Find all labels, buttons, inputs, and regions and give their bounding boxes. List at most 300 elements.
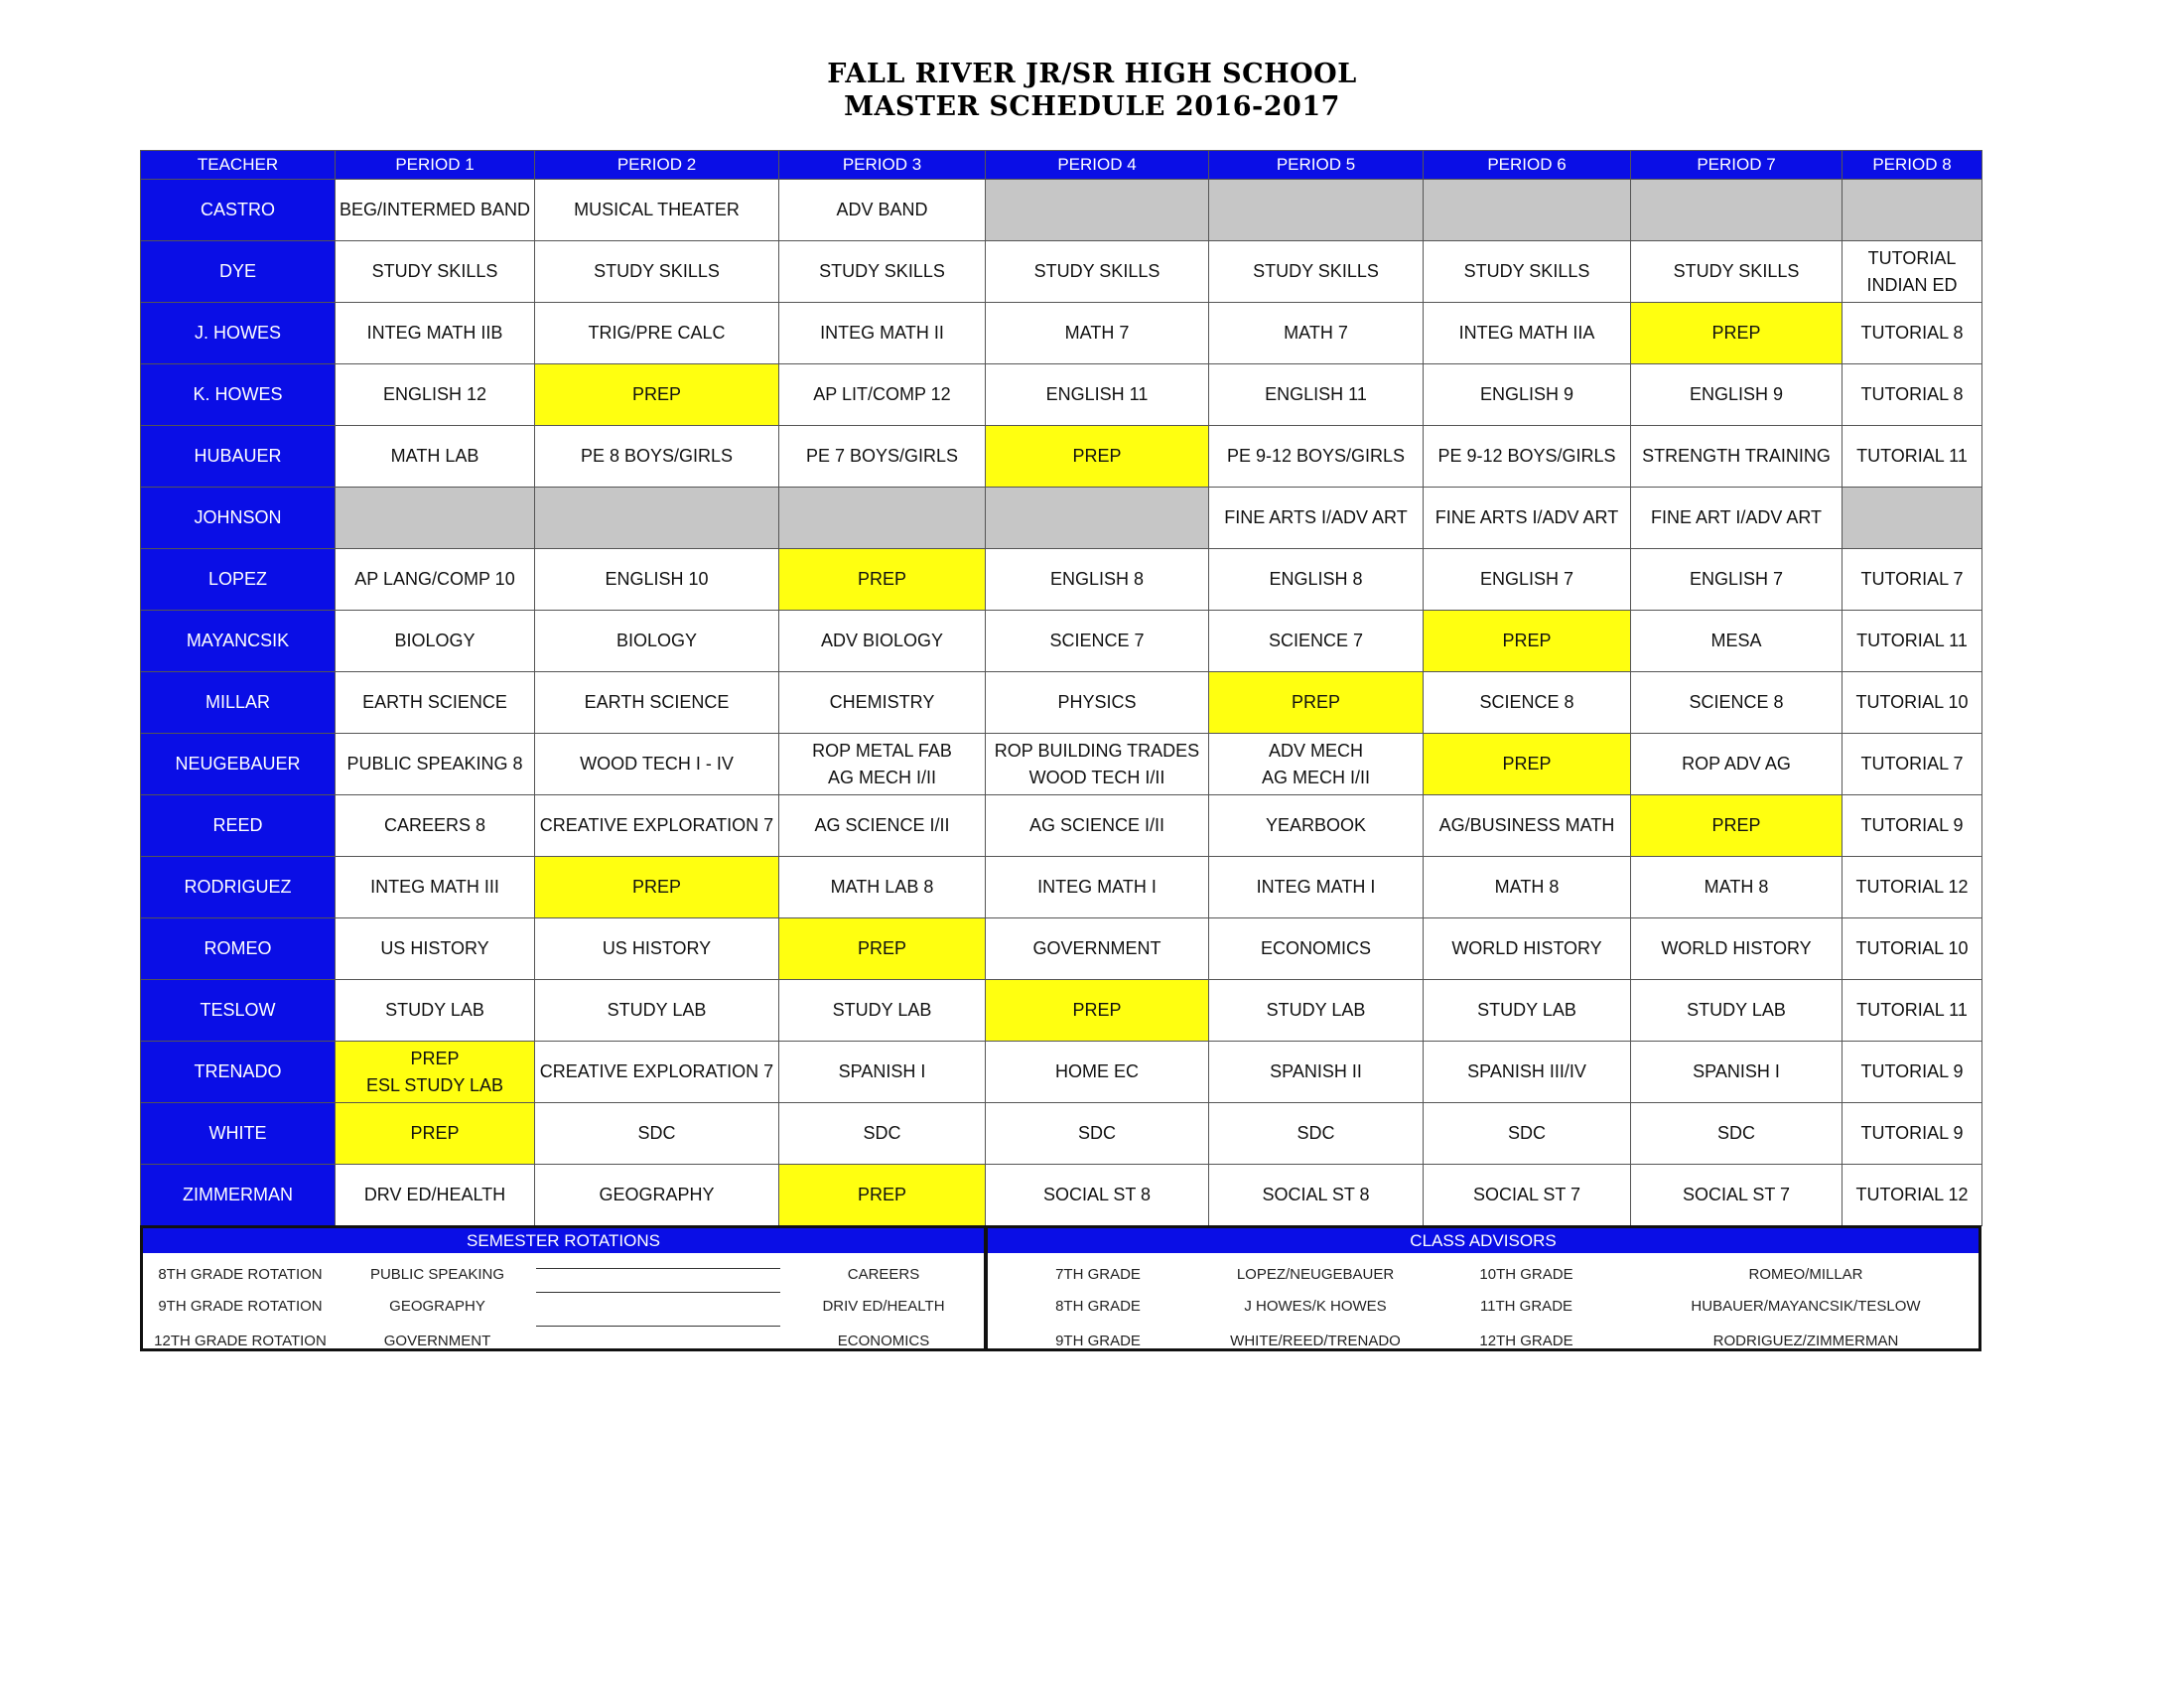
class-name: MATH LAB <box>390 446 479 466</box>
advisor-grade: 7TH GRADE <box>1055 1266 1141 1283</box>
class-name: STUDY LAB <box>832 1000 932 1020</box>
class-name: SDC <box>1507 1123 1546 1143</box>
class-name: PHYSICS <box>1057 692 1137 712</box>
period-cell <box>1631 918 1843 980</box>
class-name: WORLD HISTORY <box>1451 938 1602 958</box>
header-period-6: PERIOD 6 <box>1424 151 1631 180</box>
period-cell <box>336 918 535 980</box>
class-name: PE 9-12 BOYS/GIRLS <box>1437 446 1616 466</box>
table-row <box>141 426 1982 488</box>
period-cell <box>779 364 986 426</box>
teacher-name: DYE <box>141 241 336 303</box>
class-name: TUTORIAL 11 <box>1856 446 1968 466</box>
period-cell <box>779 426 986 488</box>
class-name: MUSICAL THEATER <box>574 200 740 219</box>
advisor-names: WHITE/REED/TRENADO <box>1230 1333 1401 1349</box>
period-cell <box>1424 857 1631 918</box>
period-cell <box>1424 611 1631 672</box>
period-cell <box>535 426 779 488</box>
class-name: SOCIAL ST 8 <box>1042 1185 1152 1204</box>
class-name: PE 8 BOYS/GIRLS <box>580 446 734 466</box>
class-name: TUTORIAL 7 <box>1860 754 1964 774</box>
class-name: ROP ADV AG <box>1682 754 1791 774</box>
period-cell <box>1424 1042 1631 1103</box>
teacher-name: CASTRO <box>141 180 336 241</box>
period-cell <box>535 241 779 303</box>
period-cell <box>779 611 986 672</box>
period-cell <box>779 857 986 918</box>
period-cell <box>1424 549 1631 611</box>
teacher-name: K. HOWES <box>141 364 336 426</box>
period-cell <box>1424 488 1631 549</box>
class-name: SOCIAL ST 7 <box>1472 1185 1581 1204</box>
period-cell <box>779 303 986 364</box>
class-name: INTEG MATH IIA <box>1458 323 1595 343</box>
class-name: CHEMISTRY <box>829 692 935 712</box>
table-row <box>141 672 1982 734</box>
period-cell <box>779 918 986 980</box>
class-name: STUDY SKILLS <box>1033 261 1160 281</box>
period-cell <box>1209 303 1424 364</box>
class-name: AG SCIENCE I/II <box>1028 815 1165 835</box>
period-cell <box>1843 611 1982 672</box>
period-cell <box>1209 241 1424 303</box>
header-period-3: PERIOD 3 <box>779 151 986 180</box>
class-name: CAREERS 8 <box>383 815 486 835</box>
period-cell <box>336 549 535 611</box>
period-cell <box>1209 1042 1424 1103</box>
rotation-first: GEOGRAPHY <box>389 1298 485 1315</box>
class-name: FINE ARTS I/ADV ART <box>1434 507 1619 527</box>
period-cell <box>986 857 1209 918</box>
teacher-name: TRENADO <box>141 1042 336 1103</box>
period-cell <box>336 857 535 918</box>
advisor-names: J HOWES/K HOWES <box>1244 1298 1387 1315</box>
period-cell <box>1209 549 1424 611</box>
header-period-1: PERIOD 1 <box>336 151 535 180</box>
class-name: ENGLISH 9 <box>1479 384 1574 404</box>
table-row <box>141 1165 1982 1226</box>
class-name: ADV BIOLOGY <box>820 631 944 650</box>
period-cell <box>1631 611 1843 672</box>
table-row <box>141 857 1982 918</box>
rotation-second: ECONOMICS <box>837 1333 930 1349</box>
class-name: PREP <box>631 877 682 897</box>
teacher-name: WHITE <box>141 1103 336 1165</box>
class-name: ENGLISH 12 <box>382 384 487 404</box>
class-name: ENGLISH 7 <box>1479 569 1574 589</box>
period-cell <box>986 549 1209 611</box>
period-cell <box>1424 426 1631 488</box>
period-cell <box>1424 303 1631 364</box>
period-cell <box>1631 364 1843 426</box>
period-cell <box>986 1103 1209 1165</box>
period-cell <box>1424 1103 1631 1165</box>
school-title: FALL RIVER JR/SR HIGH SCHOOL <box>827 59 1357 89</box>
class-name: STUDY LAB <box>607 1000 707 1020</box>
table-row <box>141 241 1982 303</box>
class-name: PREP <box>857 569 907 589</box>
period-cell <box>1631 241 1843 303</box>
period-cell <box>1209 734 1424 795</box>
header-teacher: TEACHER <box>141 151 336 180</box>
class-name: PREP <box>631 384 682 404</box>
period-cell <box>779 1103 986 1165</box>
period-cell <box>1631 488 1843 549</box>
period-cell <box>986 303 1209 364</box>
class-name: STUDY SKILLS <box>1673 261 1800 281</box>
table-row <box>141 488 1982 549</box>
class-name: BEG/INTERMED BAND <box>339 200 531 219</box>
period-cell <box>986 426 1209 488</box>
class-name: SPANISH III/IV <box>1467 1061 1586 1081</box>
period-cell <box>1843 980 1982 1042</box>
class-name: STUDY SKILLS <box>1253 261 1379 281</box>
class-name: DRV ED/HEALTH <box>363 1185 506 1204</box>
period-cell <box>1631 734 1843 795</box>
period-cell <box>535 1165 779 1226</box>
table-row <box>141 734 1982 795</box>
table-row <box>141 180 1982 241</box>
table-row <box>141 795 1982 857</box>
class-name: SCIENCE 8 <box>1689 692 1784 712</box>
period-cell <box>1209 488 1424 549</box>
period-cell <box>1843 857 1982 918</box>
class-name: PREP <box>857 1185 907 1204</box>
rotation-label: 8TH GRADE ROTATION <box>158 1266 323 1283</box>
rotation-label: 9TH GRADE ROTATION <box>158 1298 323 1315</box>
class-advisors-heading: CLASS ADVISORS <box>988 1228 1979 1253</box>
period-cell <box>1631 303 1843 364</box>
class-name: EARTH SCIENCE <box>584 692 730 712</box>
period-cell <box>336 611 535 672</box>
advisor-names: ROMEO/MILLAR <box>1748 1266 1863 1283</box>
class-name: SPANISH II <box>1270 1061 1362 1081</box>
period-cell <box>986 611 1209 672</box>
class-name: STUDY LAB <box>1477 1000 1576 1020</box>
period-cell <box>1631 980 1843 1042</box>
class-name: STUDY SKILLS <box>1463 261 1590 281</box>
class-name: ADV BAND <box>836 200 928 219</box>
class-name: PREP <box>410 1123 460 1143</box>
period-cell <box>1424 241 1631 303</box>
period-cell <box>1843 918 1982 980</box>
period-cell <box>779 672 986 734</box>
class-name: STUDY SKILLS <box>371 261 498 281</box>
period-cell <box>986 795 1209 857</box>
footer-section <box>140 1225 1981 1354</box>
period-cell <box>986 734 1209 795</box>
empty-period-cell <box>1843 180 1982 241</box>
period-cell <box>779 795 986 857</box>
class-name: MATH 8 <box>1494 877 1560 897</box>
empty-period-cell <box>779 488 986 549</box>
rotation-first: PUBLIC SPEAKING <box>369 1266 505 1283</box>
advisor-grade: 10TH GRADE <box>1479 1266 1573 1283</box>
teacher-name: LOPEZ <box>141 549 336 611</box>
advisor-names: RODRIGUEZ/ZIMMERMAN <box>1712 1333 1899 1349</box>
class-name: ECONOMICS <box>1260 938 1371 958</box>
class-name: TRIG/PRE CALC <box>588 323 726 343</box>
period-cell <box>535 980 779 1042</box>
period-cell <box>779 734 986 795</box>
class-name: ENGLISH 9 <box>1689 384 1784 404</box>
class-name: SDC <box>1716 1123 1755 1143</box>
period-cell <box>535 1103 779 1165</box>
period-cell <box>986 980 1209 1042</box>
empty-period-cell <box>986 180 1209 241</box>
class-name: AG SCIENCE I/II <box>814 815 950 835</box>
period-cell <box>1209 918 1424 980</box>
class-name: INTEG MATH IIB <box>366 323 503 343</box>
table-row <box>141 1042 1982 1103</box>
teacher-name: TESLOW <box>141 980 336 1042</box>
period-cell <box>336 241 535 303</box>
period-cell <box>1843 364 1982 426</box>
class-advisors-box <box>985 1225 1981 1351</box>
class-name: STUDY LAB <box>385 1000 484 1020</box>
table-row <box>141 364 1982 426</box>
period-cell <box>336 1165 535 1226</box>
period-cell <box>1631 795 1843 857</box>
class-name: AP LIT/COMP 12 <box>813 384 951 404</box>
class-name: TUTORIAL INDIAN ED <box>1866 247 1958 295</box>
class-name: YEARBOOK <box>1265 815 1367 835</box>
period-cell <box>779 180 986 241</box>
rotation-first: GOVERNMENT <box>383 1333 491 1349</box>
period-cell <box>1424 734 1631 795</box>
period-cell <box>535 549 779 611</box>
class-name: PREP <box>1502 754 1552 774</box>
class-name: TUTORIAL 9 <box>1860 1123 1964 1143</box>
class-name: TUTORIAL 12 <box>1855 877 1969 897</box>
class-name: SCIENCE 8 <box>1479 692 1574 712</box>
class-name: ENGLISH 8 <box>1269 569 1363 589</box>
period-cell <box>1843 734 1982 795</box>
class-name: PREP <box>1072 1000 1122 1020</box>
period-cell <box>535 672 779 734</box>
semester-rotations-box <box>140 1225 987 1351</box>
semester-rotations-heading: SEMESTER ROTATIONS <box>143 1228 984 1253</box>
class-name: US HISTORY <box>602 938 712 958</box>
class-name: TUTORIAL 9 <box>1860 1061 1964 1081</box>
class-name: PREP <box>1502 631 1552 650</box>
class-name: INTEG MATH II <box>820 323 944 343</box>
period-cell <box>1843 795 1982 857</box>
period-cell <box>1843 672 1982 734</box>
class-name: TUTORIAL 11 <box>1856 631 1968 650</box>
rotation-second: DRIV ED/HEALTH <box>822 1298 945 1315</box>
class-name: US HISTORY <box>380 938 489 958</box>
class-name: MATH 7 <box>1284 323 1348 343</box>
period-cell <box>336 180 535 241</box>
class-name: TUTORIAL 12 <box>1855 1185 1969 1204</box>
teacher-name: REED <box>141 795 336 857</box>
master-schedule-table <box>140 150 1982 1226</box>
period-cell <box>1631 1165 1843 1226</box>
class-name: PREP <box>1711 323 1761 343</box>
class-name: STUDY SKILLS <box>819 261 945 281</box>
period-cell <box>336 1042 535 1103</box>
class-name: PREP <box>1291 692 1341 712</box>
period-cell <box>1209 795 1424 857</box>
schedule-body <box>141 180 1982 1226</box>
class-name: TUTORIAL 11 <box>1856 1000 1968 1020</box>
period-cell <box>1209 1165 1424 1226</box>
class-name: MATH LAB 8 <box>830 877 934 897</box>
period-cell <box>1209 1103 1424 1165</box>
advisor-names: HUBAUER/MAYANCSIK/TESLOW <box>1691 1298 1921 1315</box>
class-name: GEOGRAPHY <box>599 1185 715 1204</box>
class-name: BIOLOGY <box>615 631 698 650</box>
class-name: SDC <box>637 1123 676 1143</box>
class-name: PUBLIC SPEAKING 8 <box>346 754 523 774</box>
period-cell <box>1209 611 1424 672</box>
period-cell <box>986 1042 1209 1103</box>
empty-period-cell <box>986 488 1209 549</box>
class-name: ENGLISH 11 <box>1045 384 1149 404</box>
period-cell <box>1843 241 1982 303</box>
rotation-second: CAREERS <box>847 1266 920 1283</box>
class-name: WORLD HISTORY <box>1661 938 1812 958</box>
period-cell <box>1843 549 1982 611</box>
class-name: STRENGTH TRAINING <box>1642 446 1831 466</box>
period-cell <box>535 1042 779 1103</box>
class-name: FINE ART I/ADV ART <box>1650 507 1823 527</box>
rotation-divider-line <box>536 1326 780 1327</box>
period-cell <box>1843 1103 1982 1165</box>
period-cell <box>779 549 986 611</box>
period-cell <box>336 364 535 426</box>
period-cell <box>1209 857 1424 918</box>
table-row <box>141 611 1982 672</box>
header-period-8: PERIOD 8 <box>1843 151 1982 180</box>
class-name: PE 7 BOYS/GIRLS <box>805 446 959 466</box>
class-name: SDC <box>1297 1123 1335 1143</box>
rotation-divider-line <box>536 1292 780 1293</box>
class-name: INTEG MATH III <box>370 877 499 897</box>
empty-period-cell <box>1424 180 1631 241</box>
header-period-4: PERIOD 4 <box>986 151 1209 180</box>
period-cell <box>1843 303 1982 364</box>
empty-period-cell <box>1843 488 1982 549</box>
period-cell <box>1424 795 1631 857</box>
period-cell <box>535 303 779 364</box>
period-cell <box>1424 672 1631 734</box>
class-name: INTEG MATH I <box>1256 877 1376 897</box>
class-name: TUTORIAL 9 <box>1860 815 1964 835</box>
period-cell <box>1631 426 1843 488</box>
class-name: ROP METAL FAB AG MECH I/II <box>812 740 952 787</box>
class-name: EARTH SCIENCE <box>362 692 507 712</box>
advisor-grade: 8TH GRADE <box>1055 1298 1141 1315</box>
period-cell <box>779 1042 986 1103</box>
class-name: WOOD TECH I - IV <box>580 754 734 774</box>
period-cell <box>779 1165 986 1226</box>
teacher-name: NEUGEBAUER <box>141 734 336 795</box>
class-name: HOME EC <box>1054 1061 1139 1081</box>
class-name: SPANISH I <box>1693 1061 1780 1081</box>
period-cell <box>336 303 535 364</box>
class-name: SOCIAL ST 8 <box>1262 1185 1370 1204</box>
class-name: CREATIVE EXPLORATION 7 <box>539 1061 774 1081</box>
rotation-divider-line <box>536 1268 780 1269</box>
period-cell <box>1209 426 1424 488</box>
period-cell <box>779 980 986 1042</box>
teacher-name: HUBAUER <box>141 426 336 488</box>
class-name: SDC <box>1077 1123 1116 1143</box>
table-row <box>141 918 1982 980</box>
class-name: STUDY SKILLS <box>594 261 720 281</box>
header-period-5: PERIOD 5 <box>1209 151 1424 180</box>
period-cell <box>1843 426 1982 488</box>
class-name: BIOLOGY <box>394 631 476 650</box>
class-name: MESA <box>1710 631 1762 650</box>
period-cell <box>986 364 1209 426</box>
table-row <box>141 303 1982 364</box>
class-name: TUTORIAL 10 <box>1855 938 1969 958</box>
class-name: SOCIAL ST 7 <box>1682 1185 1791 1204</box>
empty-period-cell <box>535 488 779 549</box>
period-cell <box>535 918 779 980</box>
class-name: PE 9-12 BOYS/GIRLS <box>1226 446 1406 466</box>
advisor-grade: 12TH GRADE <box>1479 1333 1573 1349</box>
period-cell <box>779 241 986 303</box>
period-cell <box>336 980 535 1042</box>
teacher-name: J. HOWES <box>141 303 336 364</box>
period-cell <box>535 857 779 918</box>
class-name: PREP <box>1072 446 1122 466</box>
class-name: AP LANG/COMP 10 <box>354 569 515 589</box>
class-name: STUDY LAB <box>1266 1000 1366 1020</box>
class-name: TUTORIAL 10 <box>1855 692 1969 712</box>
period-cell <box>336 795 535 857</box>
header-period-2: PERIOD 2 <box>535 151 779 180</box>
class-name: TUTORIAL 8 <box>1860 384 1964 404</box>
teacher-name: MILLAR <box>141 672 336 734</box>
class-name: STUDY LAB <box>1687 1000 1786 1020</box>
teacher-name: ZIMMERMAN <box>141 1165 336 1226</box>
period-cell <box>1631 857 1843 918</box>
period-cell <box>535 611 779 672</box>
page-title <box>0 58 2184 123</box>
class-name: ROP BUILDING TRADES WOOD TECH I/II <box>994 740 1200 787</box>
period-cell <box>986 672 1209 734</box>
teacher-name: RODRIGUEZ <box>141 857 336 918</box>
period-cell <box>986 241 1209 303</box>
period-cell <box>336 672 535 734</box>
empty-period-cell <box>1631 180 1843 241</box>
class-name: SDC <box>863 1123 901 1143</box>
class-name: SPANISH I <box>838 1061 926 1081</box>
period-cell <box>535 795 779 857</box>
period-cell <box>1424 980 1631 1042</box>
class-name: FINE ARTS I/ADV ART <box>1224 507 1408 527</box>
class-name: MATH 7 <box>1064 323 1130 343</box>
class-name: ENGLISH 11 <box>1265 384 1367 404</box>
teacher-name: JOHNSON <box>141 488 336 549</box>
class-name: PREP <box>1711 815 1761 835</box>
period-cell <box>336 426 535 488</box>
schedule-title: MASTER SCHEDULE 2016-2017 <box>844 91 1340 122</box>
period-cell <box>336 734 535 795</box>
class-name: SCIENCE 7 <box>1049 631 1145 650</box>
period-cell <box>1631 1103 1843 1165</box>
class-name: GOVERNMENT <box>1032 938 1161 958</box>
period-cell <box>1424 918 1631 980</box>
period-cell <box>1424 1165 1631 1226</box>
class-name: PREP ESL STUDY LAB <box>365 1048 504 1095</box>
